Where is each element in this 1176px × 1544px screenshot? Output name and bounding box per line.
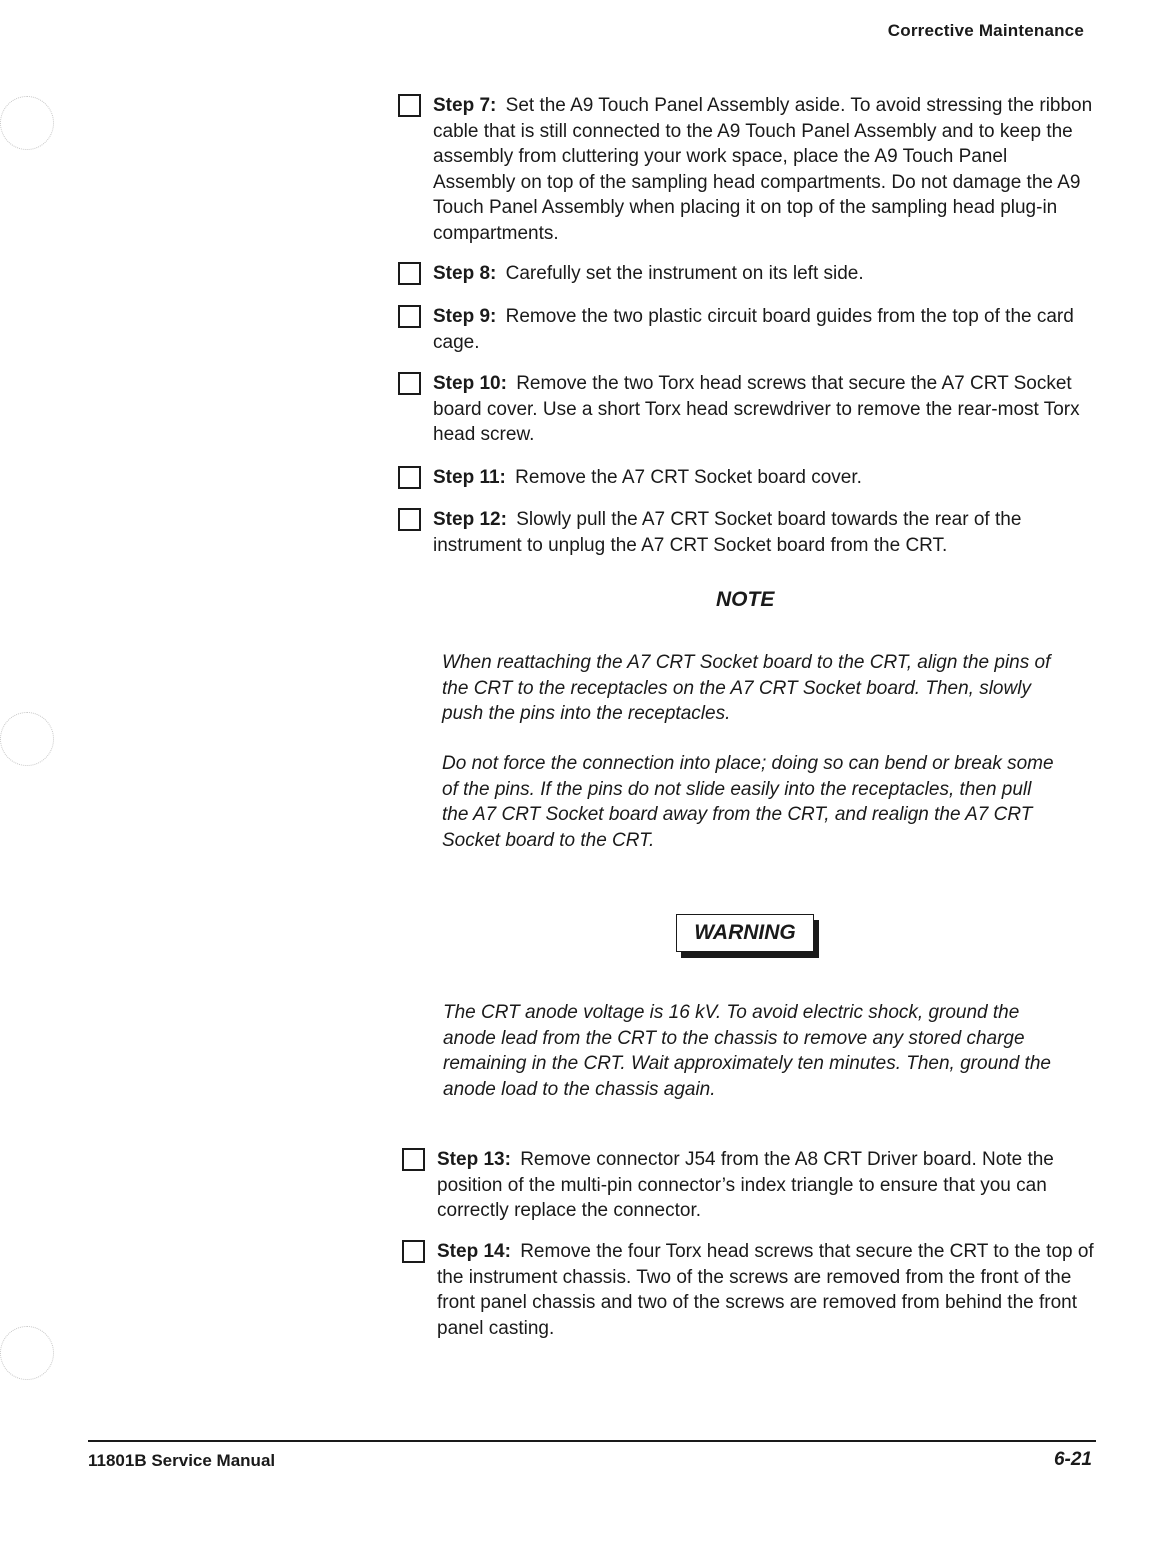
step-label: Step 10: xyxy=(433,373,507,394)
step-label: Step 13: xyxy=(437,1149,511,1170)
step-text: Remove connector J54 from the A8 CRT Driver board. Note the position of the multi-pin connector’s index triangle to ensure that you can correctly replace the connector. xyxy=(437,1149,1054,1221)
step-7 xyxy=(433,93,1093,246)
step-11 xyxy=(433,465,1093,491)
step-12 xyxy=(433,507,1093,558)
manual-title: 11801B Service Manual xyxy=(88,1451,276,1470)
binder-hole-mark xyxy=(0,712,54,766)
footer-rule xyxy=(88,1440,1096,1442)
step-text: Slowly pull the A7 CRT Socket board towards the rear of the instrument to unplug the A7 CRT Socket board from the CRT. xyxy=(433,509,1022,556)
step-text: Remove the two plastic circuit board guides from the top of the card cage. xyxy=(433,306,1074,353)
warning-heading xyxy=(676,914,814,952)
step-14 xyxy=(437,1239,1097,1341)
step-text: Remove the A7 CRT Socket board cover. xyxy=(515,467,862,488)
running-header: Corrective Maintenance xyxy=(887,21,1084,40)
step-label: Step 8: xyxy=(433,263,497,284)
checkbox-icon xyxy=(402,1240,425,1263)
step-label: Step 11: xyxy=(433,467,506,488)
step-13 xyxy=(437,1147,1097,1224)
step-10 xyxy=(433,371,1093,448)
step-text: Carefully set the instrument on its left side. xyxy=(505,263,864,284)
step-label: Step 9: xyxy=(433,306,497,327)
note-paragraph: When reattaching the A7 CRT Socket board to the CRT, align the pins of the CRT to the receptacles on the A7 CRT Socket board. Then, slowly push the pins into the receptacles. xyxy=(442,652,1051,724)
checkbox-icon xyxy=(398,305,421,328)
checkbox-icon xyxy=(398,262,421,285)
warning-title: WARNING xyxy=(694,921,796,944)
step-text: Remove the four Torx head screws that secure the CRT to the top of the instrument chassis. Two of the screws are removed from the front of the front panel chassis and two of the screws are removed from behind the front panel casting. xyxy=(437,1241,1094,1339)
checkbox-icon xyxy=(398,372,421,395)
checkbox-icon xyxy=(398,466,421,489)
checkbox-icon xyxy=(402,1148,425,1171)
note-heading: NOTE xyxy=(716,588,775,611)
step-text: Remove the two Torx head screws that secure the A7 CRT Socket board cover. Use a short Torx head screwdriver to remove the rear-most Torx head screw. xyxy=(433,373,1080,445)
step-9 xyxy=(433,304,1093,355)
binder-hole-mark xyxy=(0,1326,54,1380)
step-label: Step 12: xyxy=(433,509,507,530)
step-label: Step 7: xyxy=(433,95,497,116)
step-8 xyxy=(433,261,1093,287)
checkbox-icon xyxy=(398,508,421,531)
page-number: 6-21 xyxy=(1053,1449,1092,1470)
step-label: Step 14: xyxy=(437,1241,511,1262)
checkbox-icon xyxy=(398,94,421,117)
note-paragraph: Do not force the connection into place; doing so can bend or break some of the pins. If the pins do not slide easily into the receptacles, then pull the A7 CRT Socket board away from the CRT, and realign the A7 CRT Socket board to the CRT. xyxy=(442,753,1054,851)
step-text: Set the A9 Touch Panel Assembly aside. To avoid stressing the ribbon cable that is still connected to the A9 Touch Panel Assembly and to keep the assembly from cluttering your work space, place the A9 Touch Panel Assembly on top of the sampling head compartments. Do not damage the A9 Touch Panel Assembly when placing it on top of the sampling head plug-in compartments. xyxy=(433,95,1093,244)
binder-hole-mark xyxy=(0,96,54,150)
warning-text: The CRT anode voltage is 16 kV. To avoid electric shock, ground the anode lead from the CRT to the chassis to remove any stored charge remaining in the CRT. Wait approximately ten minutes. Then, ground the anode load to the chassis again. xyxy=(443,1002,1051,1100)
